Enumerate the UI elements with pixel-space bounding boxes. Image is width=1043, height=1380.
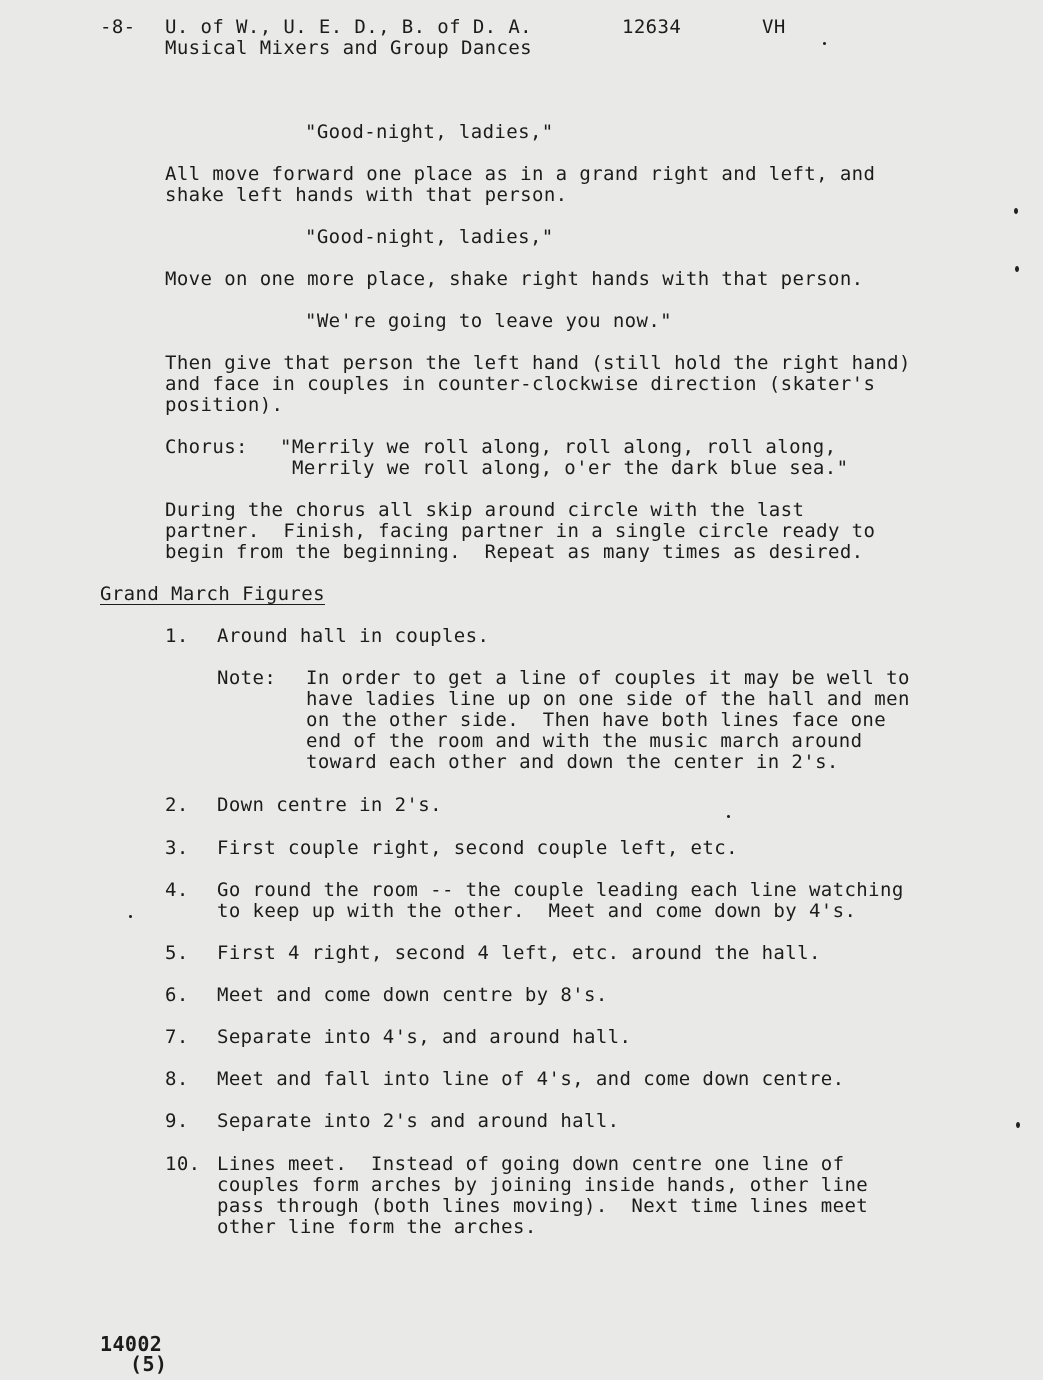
document-subtitle: Musical Mixers and Group Dances — [165, 37, 533, 59]
paragraph-1-line-1: All move forward one place as in a grand right and left, and — [165, 163, 876, 185]
item-text: Meet and fall into line of 4's, and come down centre. — [217, 1068, 845, 1090]
section-heading: Grand March Figures — [100, 583, 325, 605]
scan-speck — [129, 915, 132, 918]
paragraph-3-line-2: and face in couples in counter-clockwise direction (skater's — [165, 373, 876, 395]
chorus-line-1: "Merrily we roll along, roll along, roll along, — [280, 436, 837, 458]
item-text: to keep up with the other. Meet and come down by 4's. — [217, 900, 857, 922]
item-number: 3. — [165, 837, 189, 859]
item-text: pass through (both lines moving). Next time lines meet — [217, 1195, 869, 1217]
lyric-leave-you: "We're going to leave you now." — [305, 310, 673, 332]
item-text: Go round the room -- the couple leading each line watching — [217, 879, 904, 901]
item-number: 6. — [165, 984, 189, 1006]
scan-speck — [1015, 266, 1019, 272]
item-text: Separate into 2's and around hall. — [217, 1110, 620, 1132]
item-number: 4. — [165, 879, 189, 901]
item-text: Separate into 4's, and around hall. — [217, 1026, 632, 1048]
note-line-4: end of the room and with the music march around — [306, 730, 863, 752]
note-label: Note: — [217, 667, 277, 689]
item-text: First couple right, second couple left, etc. — [217, 837, 738, 859]
item-number: 10. — [165, 1153, 201, 1175]
scan-speck — [1014, 208, 1018, 214]
note-line-5: toward each other and down the center in 2's. — [306, 751, 839, 773]
item-number: 2. — [165, 794, 189, 816]
scan-speck — [1016, 1122, 1020, 1128]
lyric-goodnight-2: "Good-night, ladies," — [305, 226, 554, 248]
item-text: First 4 right, second 4 left, etc. around the hall. — [217, 942, 821, 964]
item-text: couples form arches by joining inside hands, other line — [217, 1174, 869, 1196]
item-text: Meet and come down centre by 8's. — [217, 984, 608, 1006]
scan-speck — [823, 42, 826, 45]
item-text: Around hall in couples. — [217, 625, 490, 647]
paragraph-4-line-1: During the chorus all skip around circle with the last — [165, 499, 805, 521]
chorus-line-2: Merrily we roll along, o'er the dark blue sea." — [292, 457, 849, 479]
paragraph-2: Move on one more place, shake right hands with that person. — [165, 268, 864, 290]
item-number: 8. — [165, 1068, 189, 1090]
stamp-sub: (5) — [130, 1352, 168, 1376]
paragraph-1-line-2: shake left hands with that person. — [165, 184, 568, 206]
item-text: Down centre in 2's. — [217, 794, 442, 816]
item-text: Lines meet. Instead of going down centre one line of — [217, 1153, 845, 1175]
note-line-1: In order to get a line of couples it may be well to — [306, 667, 910, 689]
item-text: other line form the arches. — [217, 1216, 537, 1238]
paragraph-4-line-2: partner. Finish, facing partner in a single circle ready to — [165, 520, 876, 542]
item-number: 7. — [165, 1026, 189, 1048]
initials: VH — [762, 16, 786, 38]
chorus-label: Chorus: — [165, 436, 248, 458]
page-marker: -8- — [100, 16, 136, 38]
item-number: 1. — [165, 625, 189, 647]
note-line-2: have ladies line up on one side of the hall and men — [306, 688, 910, 710]
paragraph-3-line-3: position). — [165, 394, 284, 416]
document-number: 12634 — [622, 16, 682, 38]
lyric-goodnight-1: "Good-night, ladies," — [305, 121, 554, 143]
stamp-number: 14002 — [100, 1332, 163, 1356]
paragraph-4-line-3: begin from the beginning. Repeat as many times as desired. — [165, 541, 864, 563]
note-line-3: on the other side. Then have both lines face one — [306, 709, 887, 731]
scan-speck — [727, 815, 730, 818]
item-number: 9. — [165, 1110, 189, 1132]
agency-line: U. of W., U. E. D., B. of D. A. — [165, 16, 533, 38]
item-number: 5. — [165, 942, 189, 964]
paragraph-3-line-1: Then give that person the left hand (still hold the right hand) — [165, 352, 911, 374]
